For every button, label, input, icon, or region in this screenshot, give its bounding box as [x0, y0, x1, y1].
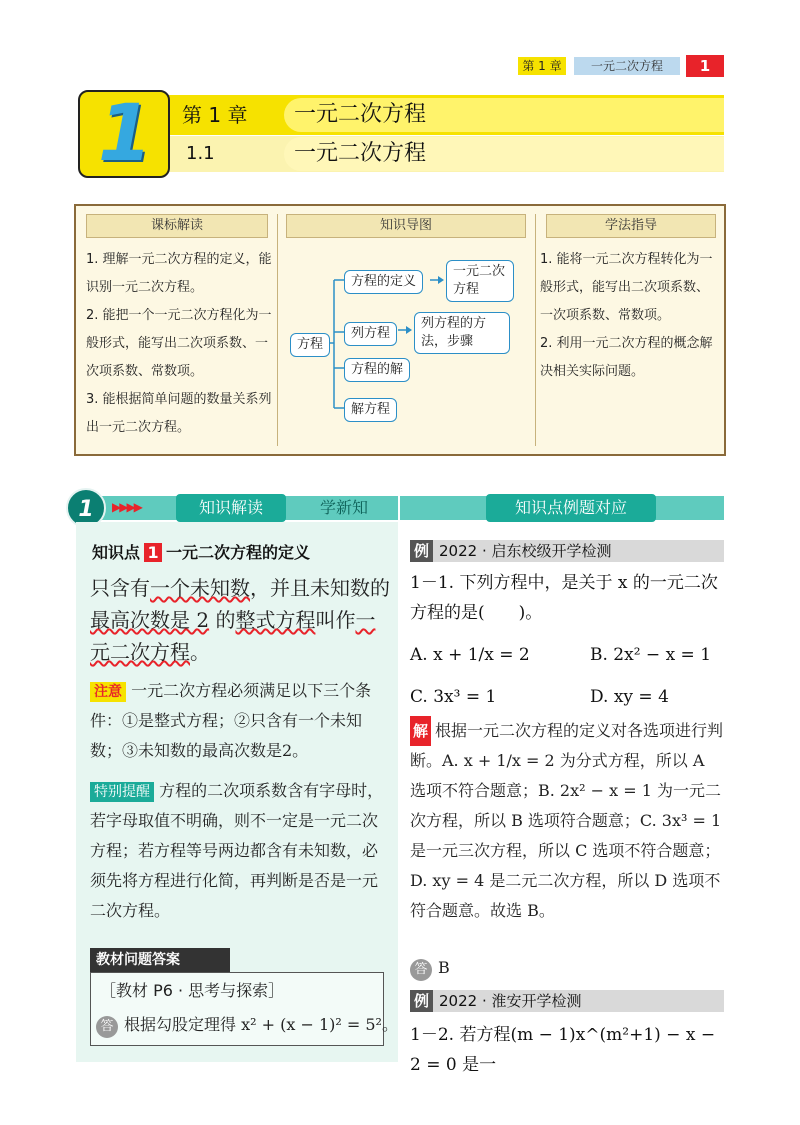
tip-tag: 特别提醒 — [90, 782, 154, 802]
definition-term: 最高次数是 2 — [90, 608, 210, 632]
example-header — [410, 990, 724, 1012]
running-section: 一元二次方程 — [574, 57, 680, 75]
mindmap-node: 方程的解 — [344, 358, 410, 382]
answer-icon: 答 — [96, 1016, 118, 1038]
chapter-label: 第 1 章 — [182, 103, 248, 127]
example-header — [410, 540, 724, 562]
chapter-title: 一元二次方程 — [294, 102, 427, 127]
note — [90, 676, 390, 766]
methods-list — [540, 246, 718, 386]
textbook-ref: ［教材 P6 · 思考与探索］ — [100, 981, 285, 1000]
kp-prefix: 知识点 — [92, 543, 141, 562]
answer — [410, 958, 450, 981]
definition-term: 一个未知数 — [150, 576, 250, 600]
section-title-tag — [284, 137, 724, 171]
tip-text: 方程的二次项系数含有字母时，若字母取值不明确，则不一定是一元二次方程；若方程等号两边都含有未知数，必须先将方程进行化简，再判断是否是一元二次方程。 — [90, 781, 384, 920]
definition-text: ，并且未知数的 — [250, 576, 390, 600]
section-pill: 知识点例题对应 — [486, 494, 656, 522]
methods-item: 1. 能将一元二次方程转化为一般形式，能写出二次项系数、一次项系数、常数项。 — [540, 252, 713, 323]
question-1-1: 1－1. 下列方程中，是关于 x 的一元二次方程的是( )。 — [410, 573, 718, 623]
definition-text: 叫作 — [315, 608, 356, 632]
option-c: C. 3x³ = 1 — [410, 687, 497, 707]
knowledge-point-title — [92, 540, 310, 563]
definition-text: 。 — [190, 640, 210, 664]
kp-number: 1 — [144, 543, 162, 562]
definition-text: 的 — [209, 608, 236, 632]
definition — [90, 572, 390, 668]
running-chapter: 第 1 章 — [518, 57, 566, 75]
section-number: 1 — [66, 488, 106, 528]
mindmap-node: 方程的定义 — [344, 270, 423, 294]
textbook-answer — [96, 1012, 398, 1038]
mindmap-leaf: 一元二次方程 — [446, 260, 514, 302]
divider — [535, 214, 536, 446]
option-b: B. 2x² − x = 1 — [590, 645, 712, 665]
kp-title-text: 一元二次方程的定义 — [166, 543, 311, 562]
definition-text: 只含有 — [90, 576, 150, 600]
definition-term: 一元二次方程 — [90, 608, 376, 664]
option-d: D. xy = 4 — [590, 687, 669, 707]
option-a: A. x + 1/x = 2 — [410, 645, 530, 665]
example-source: 2022 · 启东校级开学检测 — [439, 542, 612, 560]
section-title: 一元二次方程 — [294, 141, 427, 166]
arrows-icon: ▶▶▶▶ — [112, 500, 141, 514]
chapter-title-tag — [284, 98, 724, 132]
page-number: 1 — [686, 55, 724, 77]
answer-icon: 答 — [410, 959, 432, 981]
example-source: 2022 · 淮安开学检测 — [439, 992, 582, 1010]
answer-value: B — [438, 958, 450, 977]
solution-tag: 解 — [410, 716, 431, 746]
solution-text: 根据一元二次方程的定义对各选项进行判断。A. x + 1/x = 2 为分式方程，所以 A 选项不符合题意；B. 2x² − x = 1 为一元二次方程，所以 B 选项符合题意；C. 3x³ = 1 是一元三次方程，所以 C 选项不符合题意；D. xy = 4 是二元二次方程，所以 D 选项不符合题意。故选 B。 — [410, 721, 724, 920]
solution — [410, 716, 724, 926]
standards-list — [86, 246, 272, 442]
standards-heading: 课标解读 — [86, 214, 268, 238]
mindmap-node: 解方程 — [344, 398, 397, 422]
textbook-answer-text: 根据勾股定理得 x² + (x − 1)² = 5²。 — [124, 1015, 398, 1034]
divider — [277, 214, 278, 446]
question-1-2: 1－2. 若方程(m − 1)x^(m²+1) − x − 2 = 0 是一 — [410, 1025, 716, 1075]
methods-item: 2. 利用一元二次方程的概念解决相关实际问题。 — [540, 336, 713, 379]
standards-item: 3. 能根据简单问题的数量关系列出一元二次方程。 — [86, 392, 272, 435]
mindmap-heading: 知识导图 — [286, 214, 526, 238]
mindmap-node: 列方程 — [344, 322, 397, 346]
example-tag: 例 — [410, 540, 433, 562]
example-tag: 例 — [410, 990, 433, 1012]
definition-term: 整式方程 — [235, 608, 316, 632]
methods-heading: 学法指导 — [546, 214, 716, 238]
standards-item: 2. 能把一个一元二次方程化为一般形式，能写出二次项系数、一次项系数、常数项。 — [86, 308, 272, 379]
standards-item: 1. 理解一元二次方程的定义，能识别一元二次方程。 — [86, 252, 272, 295]
section-label: 1.1 — [186, 143, 215, 164]
note-tag: 注意 — [90, 682, 126, 702]
chapter-number: 1 — [97, 89, 153, 179]
textbook-answer-heading: 教材问题答案 — [90, 948, 230, 972]
mindmap-root: 方程 — [290, 333, 330, 357]
section-pill: 学新知 — [319, 498, 368, 517]
note-text: 一元二次方程必须满足以下三个条件：①是整式方程；②只含有一个未知数；③未知数的最高次数是2。 — [90, 681, 372, 760]
tip — [90, 776, 390, 926]
section-pill: 知识解读 — [176, 494, 286, 522]
mindmap-leaf: 列方程的方法，步骤 — [414, 312, 510, 354]
